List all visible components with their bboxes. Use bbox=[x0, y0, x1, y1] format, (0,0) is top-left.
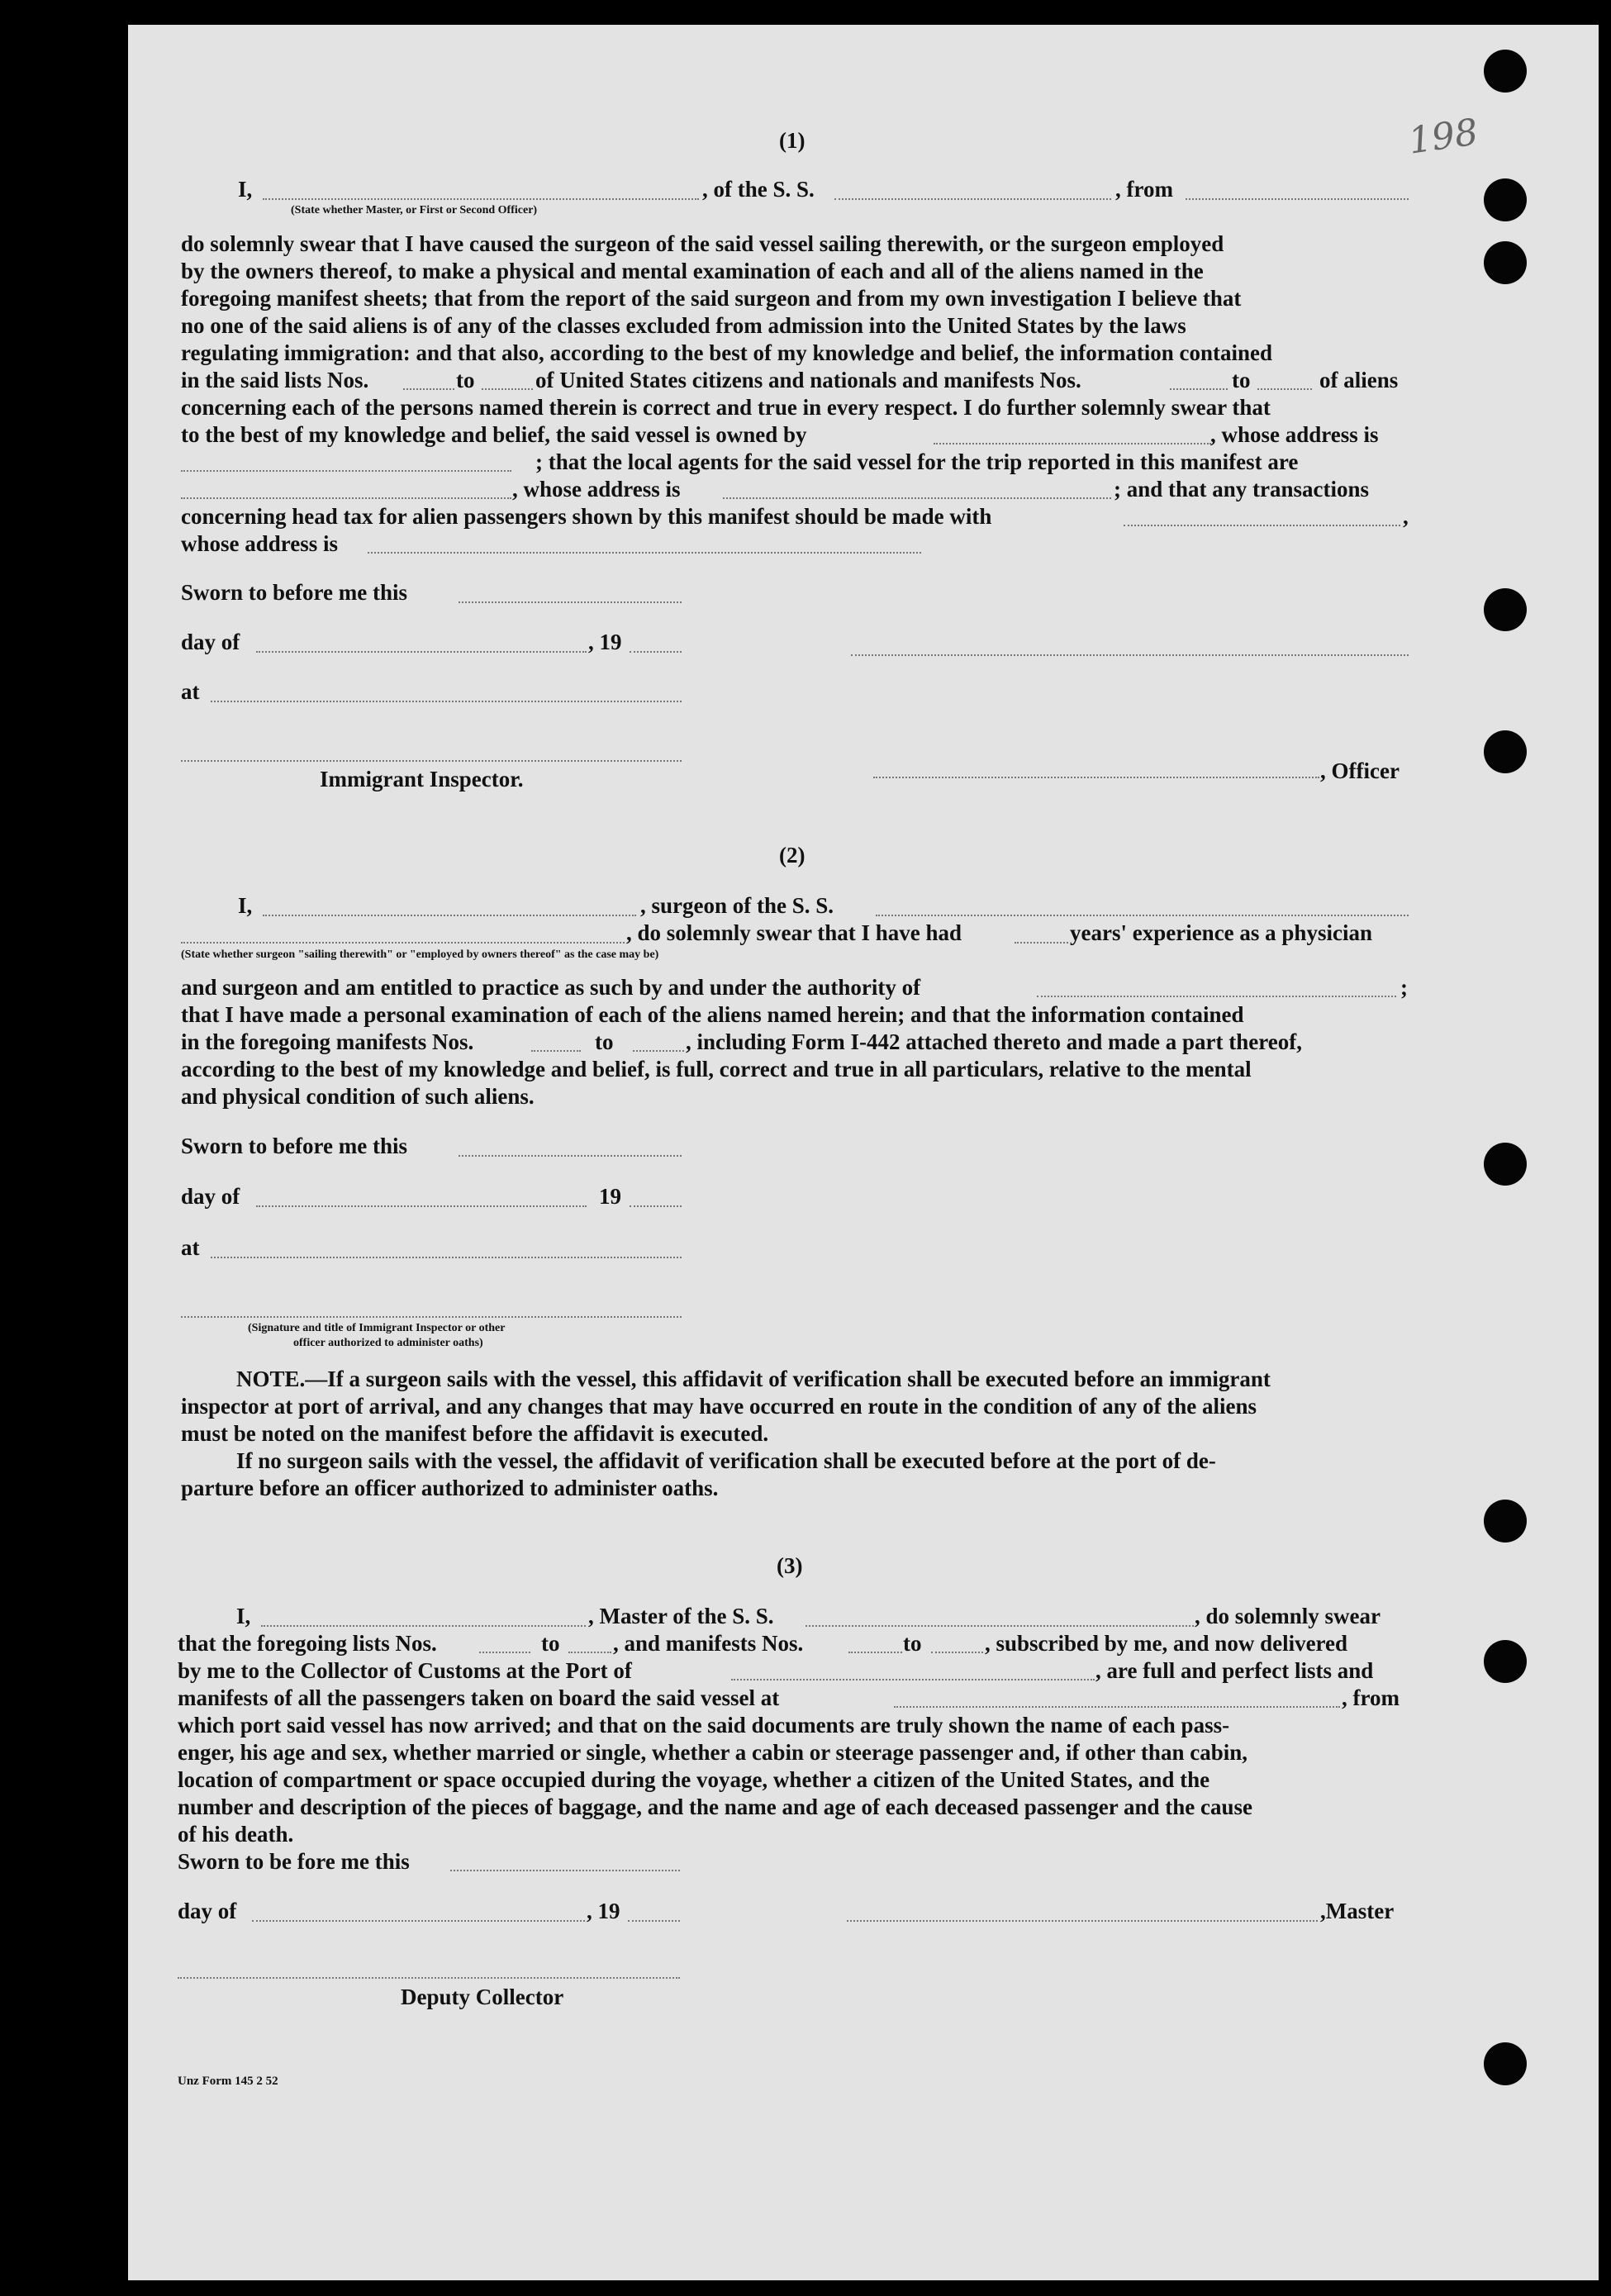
binder-hole bbox=[1484, 1640, 1527, 1683]
s1-text-line: regulating immigration: and that also, according to the best of my knowledge and belief, the information contained bbox=[181, 340, 1272, 365]
s1-text: of aliens bbox=[1319, 368, 1399, 392]
s3-text-line: number and description of the pieces of baggage, and the name and age of each deceased passenger and the cause bbox=[178, 1794, 1253, 1819]
s1-at-label: at bbox=[181, 679, 200, 704]
s1-text: to bbox=[1232, 368, 1251, 392]
s3-lists-from-field[interactable] bbox=[479, 1652, 530, 1653]
s1-from: , from bbox=[1115, 177, 1173, 202]
s3-sworn-label: Sworn to be fore me this bbox=[178, 1849, 410, 1874]
s1-owner-address-field[interactable] bbox=[181, 470, 511, 472]
s3-i: I, bbox=[236, 1604, 251, 1628]
s2-text-line: that I have made a personal examination of each of the aliens named herein; and that the information contained bbox=[181, 1002, 1244, 1027]
s3-collector-signature-field[interactable] bbox=[178, 1977, 680, 1979]
s2-i: I, bbox=[238, 893, 253, 918]
s2-note-line: NOTE.—If a surgeon sails with the vessel, this affidavit of verification shall be executed before an immigrant bbox=[236, 1367, 1271, 1391]
s3-text: to bbox=[903, 1631, 922, 1656]
s2-note-line: must be noted on the manifest before the affidavit is executed. bbox=[181, 1421, 769, 1446]
binder-hole bbox=[1484, 730, 1527, 773]
s2-manifests-to-field[interactable] bbox=[633, 1050, 684, 1052]
s2-inspector-signature-field[interactable] bbox=[181, 1316, 682, 1318]
s1-text-line: foregoing manifest sheets; that from the report of the said surgeon and from my own investigation I believe that bbox=[181, 286, 1242, 311]
section-2-heading: (2) bbox=[779, 843, 806, 868]
s3-year-field[interactable] bbox=[628, 1920, 680, 1922]
s1-day-of-label: day of bbox=[181, 630, 240, 654]
s2-ship-name-field[interactable] bbox=[876, 915, 1409, 916]
binder-hole bbox=[1484, 1500, 1527, 1543]
s1-head-tax-field[interactable] bbox=[1124, 525, 1400, 526]
s2-state-note: (State whether surgeon "sailing therewith" or "employed by owners thereof" as the case may be) bbox=[181, 948, 659, 961]
s1-text-line: no one of the said aliens is of any of the classes excluded from admission into the United States by the laws bbox=[181, 313, 1186, 338]
s1-agents-field[interactable] bbox=[181, 497, 511, 499]
s1-sworn-date-field[interactable] bbox=[459, 601, 682, 603]
s3-master-label: ,Master bbox=[1320, 1899, 1395, 1923]
s2-sworn-date-field[interactable] bbox=[459, 1155, 682, 1157]
s3-text: , are full and perfect lists and bbox=[1095, 1658, 1374, 1683]
s2-years: years' experience as a physician bbox=[1070, 920, 1372, 945]
s1-text: whose address is bbox=[181, 531, 339, 556]
s2-note-line: If no surgeon sails with the vessel, the affidavit of verification shall be executed before at the port of de- bbox=[236, 1448, 1216, 1473]
s1-text: ; and that any transactions bbox=[1114, 477, 1370, 502]
s3-text: to bbox=[541, 1631, 560, 1656]
form-number: Unz Form 145 2 52 bbox=[178, 2075, 278, 2088]
s2-text: , including Form I-442 attached thereto and made a part thereof, bbox=[686, 1029, 1302, 1054]
s1-i: I, bbox=[238, 177, 253, 202]
s3-swear: , do solemnly swear bbox=[1195, 1604, 1381, 1628]
s3-text: , from bbox=[1342, 1685, 1400, 1710]
s1-owner-field[interactable] bbox=[934, 443, 1211, 444]
s3-sworn-date-field[interactable] bbox=[450, 1870, 680, 1871]
binder-hole bbox=[1484, 241, 1527, 284]
s1-text: to the best of my knowledge and belief, the said vessel is owned by bbox=[181, 422, 807, 447]
s1-from-field[interactable] bbox=[1186, 198, 1409, 200]
s3-year-label: , 19 bbox=[587, 1899, 620, 1923]
s2-manifests-from-field[interactable] bbox=[531, 1050, 581, 1052]
s2-surgeon-of: , surgeon of the S. S. bbox=[640, 893, 834, 918]
s1-text: concerning head tax for alien passengers shown by this manifest should be made with bbox=[181, 504, 992, 529]
s1-of-the-ss: , of the S. S. bbox=[702, 177, 815, 202]
s1-lists-to-field[interactable] bbox=[482, 388, 533, 390]
s3-embark-port-field[interactable] bbox=[894, 1706, 1340, 1708]
s3-manifests-from-field[interactable] bbox=[848, 1652, 902, 1653]
s3-text-line: which port said vessel has now arrived; and that on the said documents are truly shown the name of each pass- bbox=[178, 1713, 1230, 1737]
section-3-heading: (3) bbox=[777, 1553, 803, 1578]
s3-text: by me to the Collector of Customs at the Port of bbox=[178, 1658, 632, 1683]
s2-text: ; bbox=[1400, 975, 1408, 1000]
s1-text: to bbox=[456, 368, 475, 392]
s2-years-field[interactable] bbox=[1015, 942, 1068, 944]
s1-inspector-signature-field[interactable] bbox=[181, 760, 682, 762]
s3-lists-to-field[interactable] bbox=[568, 1652, 611, 1653]
binder-hole bbox=[1484, 1143, 1527, 1186]
s2-authority-field[interactable] bbox=[1037, 996, 1396, 997]
section-1-heading: (1) bbox=[779, 128, 806, 153]
s1-officer-signature-field[interactable] bbox=[873, 777, 1319, 778]
s1-agents-address-field[interactable] bbox=[723, 497, 1111, 499]
s2-text: and surgeon and am entitled to practice as such by and under the authority of bbox=[181, 975, 921, 1000]
s3-text: , and manifests Nos. bbox=[613, 1631, 804, 1656]
s1-head-tax-address-field[interactable] bbox=[368, 552, 921, 554]
s1-officer-field[interactable] bbox=[263, 198, 699, 200]
s1-text-line: by the owners thereof, to make a physical and mental examination of each and all of the aliens named in the bbox=[181, 259, 1204, 283]
s3-ship-name-field[interactable] bbox=[806, 1625, 1194, 1627]
binder-hole bbox=[1484, 2042, 1527, 2085]
s1-text-line: concerning each of the persons named therein is correct and true in every respect. I do further solemnly swear that bbox=[181, 395, 1271, 420]
s2-year-field[interactable] bbox=[630, 1205, 682, 1207]
s1-sworn-label: Sworn to before me this bbox=[181, 580, 407, 605]
s2-at-label: at bbox=[181, 1235, 200, 1260]
s3-master-signature-field[interactable] bbox=[847, 1920, 1318, 1922]
s1-text: of United States citizens and nationals and manifests Nos. bbox=[535, 368, 1081, 392]
s2-day-of-label: day of bbox=[181, 1184, 240, 1209]
s3-day-of-label: day of bbox=[178, 1899, 237, 1923]
s2-sig-note-2: officer authorized to administer oaths) bbox=[293, 1337, 483, 1349]
s2-swear: , do solemnly swear that I have had bbox=[626, 920, 962, 945]
s2-at-field[interactable] bbox=[211, 1257, 682, 1258]
s2-text-line: and physical condition of such aliens. bbox=[181, 1084, 535, 1109]
s3-text: , subscribed by me, and now delivered bbox=[985, 1631, 1348, 1656]
s1-signature-field[interactable] bbox=[851, 654, 1409, 656]
s1-text: , whose address is bbox=[512, 477, 681, 502]
s3-port-field[interactable] bbox=[731, 1679, 1095, 1680]
s2-text: in the foregoing manifests Nos. bbox=[181, 1029, 474, 1054]
s1-at-field[interactable] bbox=[211, 701, 682, 702]
s3-text-line: of his death. bbox=[178, 1822, 294, 1847]
s2-surgeon-type-field[interactable] bbox=[181, 942, 625, 944]
s1-officer-label: , Officer bbox=[1320, 758, 1400, 783]
s1-immigrant-inspector: Immigrant Inspector. bbox=[320, 767, 524, 791]
s2-sworn-label: Sworn to before me this bbox=[181, 1134, 407, 1158]
s2-sig-note-1: (Signature and title of Immigrant Inspector or other bbox=[248, 1322, 506, 1334]
s1-lists-from-field[interactable] bbox=[403, 388, 454, 390]
s1-manifests-from-field[interactable] bbox=[1170, 388, 1228, 390]
s3-manifests-to-field[interactable] bbox=[931, 1652, 983, 1653]
s1-ship-name-field[interactable] bbox=[834, 198, 1111, 200]
s3-day-of-field[interactable] bbox=[252, 1920, 585, 1922]
s1-day-of-field[interactable] bbox=[256, 651, 587, 653]
s1-state-note: (State whether Master, or First or Second Officer) bbox=[291, 204, 538, 216]
binder-hole bbox=[1484, 588, 1527, 631]
s3-master-of: , Master of the S. S. bbox=[588, 1604, 774, 1628]
s1-year-label: , 19 bbox=[588, 630, 622, 654]
handwritten-page-number: 198 bbox=[1405, 111, 1481, 163]
s2-year-label: 19 bbox=[599, 1184, 621, 1209]
binder-hole bbox=[1484, 50, 1527, 93]
s1-text-line: do solemnly swear that I have caused the surgeon of the said vessel sailing therewith, or the surgeon employed bbox=[181, 231, 1224, 256]
s2-day-of-field[interactable] bbox=[256, 1205, 587, 1207]
s2-note-line: parture before an officer authorized to administer oaths. bbox=[181, 1476, 719, 1500]
s1-text: , whose address is bbox=[1210, 422, 1379, 447]
s2-surgeon-name-field[interactable] bbox=[263, 915, 636, 916]
s2-text-line: according to the best of my knowledge and belief, is full, correct and true in all particulars, relative to the mental bbox=[181, 1057, 1252, 1081]
binder-hole bbox=[1484, 178, 1527, 221]
s3-text-line: enger, his age and sex, whether married or single, whether a cabin or steerage passenger and, if other than cabin, bbox=[178, 1740, 1247, 1765]
s3-text-line: location of compartment or space occupied during the voyage, whether a citizen of the United States, and the bbox=[178, 1767, 1210, 1792]
s1-text: ; that the local agents for the said vessel for the trip reported in this manifest are bbox=[535, 449, 1299, 474]
s3-text: that the foregoing lists Nos. bbox=[178, 1631, 437, 1656]
s2-note-line: inspector at port of arrival, and any changes that may have occurred en route in the condition of any of the aliens bbox=[181, 1394, 1257, 1419]
s2-text: to bbox=[595, 1029, 614, 1054]
s1-year-field[interactable] bbox=[630, 651, 682, 653]
s1-text: , bbox=[1403, 504, 1409, 529]
s3-master-name-field[interactable] bbox=[261, 1625, 586, 1627]
s3-deputy-collector: Deputy Collector bbox=[401, 1985, 564, 2009]
s1-text: in the said lists Nos. bbox=[181, 368, 369, 392]
s1-manifests-to-field[interactable] bbox=[1257, 388, 1312, 390]
s3-text: manifests of all the passengers taken on board the said vessel at bbox=[178, 1685, 780, 1710]
